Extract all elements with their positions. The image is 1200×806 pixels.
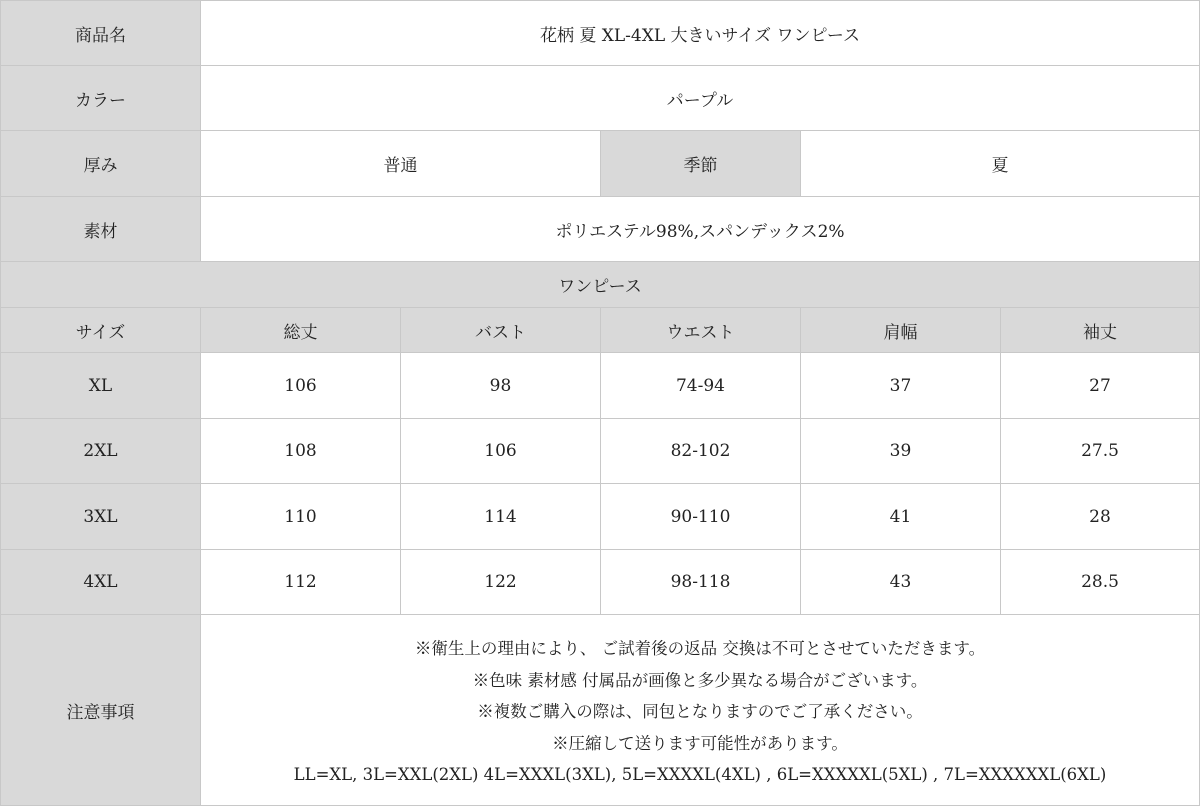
size-header-waist: ウエスト — [600, 307, 801, 353]
notes-content — [200, 614, 1200, 806]
size-row-3xl-waist: 90-110 — [600, 483, 801, 550]
size-row-2xl-bust: 106 — [400, 418, 601, 484]
size-header-length: 総丈 — [200, 307, 401, 353]
size-row-xl-shoulder: 37 — [800, 352, 1001, 419]
size-row-4xl-bust: 122 — [400, 549, 601, 615]
size-row-2xl-sleeve: 27.5 — [1000, 418, 1200, 484]
notes-line-3: ※複数ご購入の際は、同包となりますのでご了承ください。 — [477, 702, 923, 722]
notes-label: 注意事項 — [0, 614, 201, 806]
size-header-sleeve: 袖丈 — [1000, 307, 1200, 353]
color-value: パープル — [200, 65, 1200, 131]
size-row-3xl-size: 3XL — [0, 483, 201, 550]
size-row-3xl-length: 110 — [200, 483, 401, 550]
material-value: ポリエステル98%,スパンデックス2% — [200, 196, 1200, 262]
size-row-4xl-sleeve: 28.5 — [1000, 549, 1200, 615]
size-row-4xl-shoulder: 43 — [800, 549, 1001, 615]
size-row-xl-bust: 98 — [400, 352, 601, 419]
thickness-value: 普通 — [200, 130, 601, 197]
material-label: 素材 — [0, 196, 201, 262]
size-row-2xl-length: 108 — [200, 418, 401, 484]
size-row-xl-length: 106 — [200, 352, 401, 419]
size-table-title: ワンピース — [0, 261, 1200, 308]
color-label: カラー — [0, 65, 201, 131]
size-row-2xl-waist: 82-102 — [600, 418, 801, 484]
size-row-3xl-shoulder: 41 — [800, 483, 1001, 550]
size-row-2xl-shoulder: 39 — [800, 418, 1001, 484]
size-row-4xl-size: 4XL — [0, 549, 201, 615]
thickness-label: 厚み — [0, 130, 201, 197]
notes-line-2: ※色味 素材感 付属品が画像と多少異なる場合がございます。 — [472, 670, 928, 690]
product-name-value: 花柄 夏 XL-4XL 大きいサイズ ワンピース — [200, 0, 1200, 66]
size-row-3xl-sleeve: 28 — [1000, 483, 1200, 550]
season-value: 夏 — [800, 130, 1200, 197]
size-row-xl-sleeve: 27 — [1000, 352, 1200, 419]
size-row-xl-size: XL — [0, 352, 201, 419]
notes-size-mapping: LL=XL, 3L=XXL(2XL) 4L=XXXL(3XL), 5L=XXXXL(4XL) , 6L=XXXXXL(5XL) , 7L=XXXXXXL(6XL) — [293, 765, 1107, 785]
size-row-xl-waist: 74-94 — [600, 352, 801, 419]
size-row-4xl-length: 112 — [200, 549, 401, 615]
size-row-4xl-waist: 98-118 — [600, 549, 801, 615]
notes-line-4: ※圧縮して送ります可能性があります。 — [552, 733, 848, 753]
product-name-label: 商品名 — [0, 0, 201, 66]
size-row-3xl-bust: 114 — [400, 483, 601, 550]
size-header-size: サイズ — [0, 307, 201, 353]
size-header-shoulder: 肩幅 — [800, 307, 1001, 353]
notes-line-1: ※衛生上の理由により、 ご試着後の返品 交換は不可とさせていただきます。 — [414, 639, 986, 659]
size-row-2xl-size: 2XL — [0, 418, 201, 484]
size-header-bust: バスト — [400, 307, 601, 353]
season-label: 季節 — [600, 130, 801, 197]
